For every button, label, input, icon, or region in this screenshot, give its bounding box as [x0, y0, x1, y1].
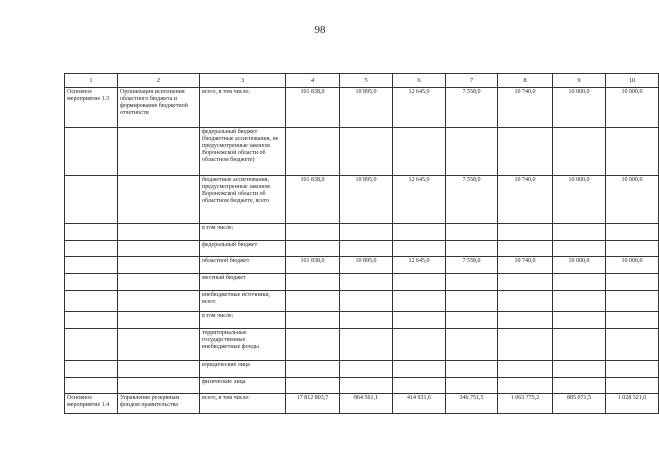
amount-cell [498, 224, 553, 241]
empty-cell [118, 274, 200, 291]
amount-cell [286, 312, 340, 329]
table-row [65, 176, 659, 224]
table-row [65, 291, 659, 312]
amount-cell: 17 812 803,7 [286, 394, 340, 414]
funding-source-cell: всего, в том числе: [200, 394, 286, 414]
empty-cell [65, 361, 118, 378]
empty-cell [65, 329, 118, 361]
empty-cell [65, 274, 118, 291]
amount-cell [393, 128, 446, 176]
amount-cell [393, 224, 446, 241]
table-row [65, 224, 659, 241]
amount-cell [498, 274, 553, 291]
empty-cell [118, 378, 200, 394]
empty-cell [65, 176, 118, 224]
amount-cell [340, 378, 393, 394]
amount-cell: 10 740,0 [498, 257, 553, 274]
amount-cell: 414 931,6 [393, 394, 446, 414]
funding-source-cell: в том числе: [200, 224, 286, 241]
empty-cell [118, 128, 200, 176]
amount-cell [606, 329, 659, 361]
amount-cell [446, 312, 498, 329]
empty-cell [65, 241, 118, 257]
empty-cell [118, 329, 200, 361]
amount-cell: 10 000,0 [553, 176, 606, 224]
table-row [65, 241, 659, 257]
amount-cell [498, 241, 553, 257]
funding-source-cell: всего, в том числе: [200, 88, 286, 128]
amount-cell [606, 291, 659, 312]
amount-cell [498, 361, 553, 378]
column-number-header: 10 [606, 74, 659, 88]
amount-cell [393, 241, 446, 257]
funding-source-cell: федеральный бюджет (бюджетные ассигнования, не предусмотренные законом Воронежской области об областном бюджете) [200, 128, 286, 176]
amount-cell [606, 241, 659, 257]
amount-cell [498, 128, 553, 176]
amount-cell [286, 378, 340, 394]
amount-cell [340, 241, 393, 257]
amount-cell: 7 558,0 [446, 88, 498, 128]
funding-source-cell: бюджетные ассигнования, предусмотренные законом Воронежской области об областном бюджете, всего [200, 176, 286, 224]
amount-cell [498, 312, 553, 329]
amount-cell: 10 740,0 [498, 176, 553, 224]
amount-cell [553, 128, 606, 176]
amount-cell [553, 361, 606, 378]
amount-cell [553, 241, 606, 257]
amount-cell [340, 329, 393, 361]
amount-cell [286, 361, 340, 378]
amount-cell [446, 274, 498, 291]
amount-cell: 10 000,0 [606, 257, 659, 274]
column-number-header: 5 [340, 74, 393, 88]
amount-cell: 10 000,0 [606, 88, 659, 128]
empty-cell [118, 241, 200, 257]
amount-cell [553, 291, 606, 312]
activity-code-cell: Основное мероприятие 1.3 [65, 88, 118, 128]
funding-source-cell: в том числе: [200, 312, 286, 329]
column-number-header: 2 [118, 74, 200, 88]
amount-cell [286, 274, 340, 291]
table-row [65, 88, 659, 128]
amount-cell [498, 378, 553, 394]
amount-cell [286, 224, 340, 241]
table-row [65, 274, 659, 291]
activity-name-cell: Управление резервным фондом правительства [118, 394, 200, 414]
table-row [65, 329, 659, 361]
amount-cell [393, 312, 446, 329]
empty-cell [118, 291, 200, 312]
empty-cell [65, 312, 118, 329]
amount-cell: 7 558,0 [446, 257, 498, 274]
table-row [65, 128, 659, 176]
funding-source-cell: областной бюджет [200, 257, 286, 274]
empty-cell [118, 312, 200, 329]
table-row [65, 378, 659, 394]
amount-cell [340, 312, 393, 329]
amount-cell [553, 224, 606, 241]
amount-cell: 346 751,5 [446, 394, 498, 414]
funding-source-cell: физические лица [200, 378, 286, 394]
amount-cell: 10 000,0 [553, 88, 606, 128]
amount-cell [340, 291, 393, 312]
amount-cell [393, 378, 446, 394]
column-number-header: 9 [553, 74, 606, 88]
amount-cell [498, 291, 553, 312]
funding-source-cell: местный бюджет [200, 274, 286, 291]
empty-cell [118, 224, 200, 241]
amount-cell [606, 128, 659, 176]
amount-cell: 101 838,0 [286, 176, 340, 224]
amount-cell: 101 838,0 [286, 88, 340, 128]
column-number-row [65, 74, 659, 88]
amount-cell [446, 361, 498, 378]
amount-cell [340, 224, 393, 241]
empty-cell [65, 291, 118, 312]
amount-cell [393, 329, 446, 361]
column-number-header: 4 [286, 74, 340, 88]
funding-source-cell: федеральный бюджет [200, 241, 286, 257]
amount-cell [553, 312, 606, 329]
amount-cell [446, 224, 498, 241]
table-row [65, 394, 659, 414]
amount-cell: 10 000,0 [606, 176, 659, 224]
amount-cell: 10 895,0 [340, 88, 393, 128]
amount-cell: 12 645,0 [393, 88, 446, 128]
amount-cell [286, 241, 340, 257]
empty-cell [65, 128, 118, 176]
amount-cell [606, 361, 659, 378]
empty-cell [65, 257, 118, 274]
empty-cell [118, 257, 200, 274]
amount-cell: 885 071,5 [553, 394, 606, 414]
amount-cell [286, 291, 340, 312]
amount-cell [498, 329, 553, 361]
table-row [65, 361, 659, 378]
table-row [65, 257, 659, 274]
amount-cell [286, 329, 340, 361]
amount-cell: 10 895,0 [340, 176, 393, 224]
column-number-header: 3 [200, 74, 286, 88]
amount-cell [553, 274, 606, 291]
amount-cell [393, 274, 446, 291]
amount-cell: 1 063 775,2 [498, 394, 553, 414]
amount-cell: 864 561,1 [340, 394, 393, 414]
amount-cell [393, 291, 446, 312]
amount-cell: 10 740,0 [498, 88, 553, 128]
empty-cell [65, 224, 118, 241]
activity-code-cell: Основное мероприятие 1.4 [65, 394, 118, 414]
funding-source-cell: юридические лица [200, 361, 286, 378]
amount-cell [606, 312, 659, 329]
amount-cell [606, 274, 659, 291]
table-row [65, 312, 659, 329]
amount-cell [286, 128, 340, 176]
amount-cell: 10 895,0 [340, 257, 393, 274]
amount-cell [553, 329, 606, 361]
amount-cell [340, 128, 393, 176]
amount-cell: 1 028 321,0 [606, 394, 659, 414]
amount-cell [446, 329, 498, 361]
amount-cell: 10 000,0 [553, 257, 606, 274]
column-number-header: 8 [498, 74, 553, 88]
empty-cell [118, 176, 200, 224]
amount-cell: 12 645,0 [393, 257, 446, 274]
amount-cell [446, 378, 498, 394]
amount-cell [553, 378, 606, 394]
funding-source-cell: территориальные государственные внебюджетные фонды [200, 329, 286, 361]
column-number-header: 7 [446, 74, 498, 88]
amount-cell [393, 361, 446, 378]
page-number: 98 [314, 24, 326, 36]
amount-cell: 12 645,0 [393, 176, 446, 224]
amount-cell: 7 558,0 [446, 176, 498, 224]
amount-cell [340, 274, 393, 291]
budget-table [64, 73, 659, 414]
amount-cell [446, 291, 498, 312]
empty-cell [118, 361, 200, 378]
empty-cell [65, 378, 118, 394]
column-number-header: 1 [65, 74, 118, 88]
amount-cell [340, 361, 393, 378]
funding-source-cell: внебюджетные источники, всего [200, 291, 286, 312]
amount-cell [446, 241, 498, 257]
column-number-header: 6 [393, 74, 446, 88]
amount-cell [606, 224, 659, 241]
amount-cell [606, 378, 659, 394]
activity-name-cell: Организация исполнения областного бюджета и формирование бюджетной отчетности [118, 88, 200, 128]
amount-cell [446, 128, 498, 176]
amount-cell: 101 838,0 [286, 257, 340, 274]
